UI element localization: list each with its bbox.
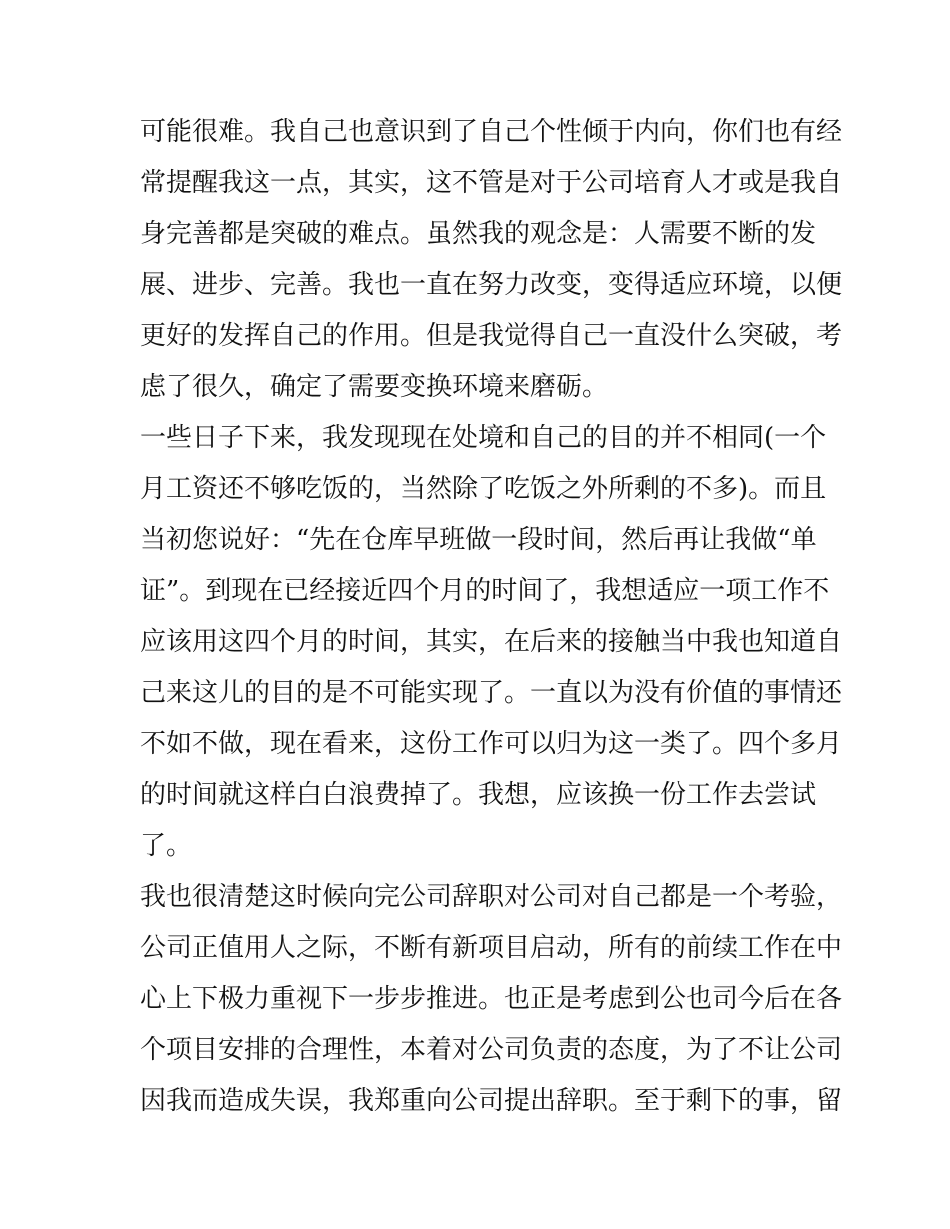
- body-text: [140, 107, 843, 1127]
- text-line: 展、进步、完善。我也一直在努力改变，变得适应环境，以便: [140, 270, 843, 300]
- text-line: 当初您说好：“先在仓库早班做一段时间，然后再让我做“单: [140, 525, 817, 555]
- text-line: 的时间就这样白白浪费掉了。我想，应该换一份工作去尝试: [140, 780, 817, 810]
- text-line: 月工资还不够吃饭的，当然除了吃饭之外所剩的不多)。而且: [140, 474, 827, 504]
- text-line: 因我而造成失误，我郑重向公司提出辞职。至于剩下的事，留: [140, 1086, 843, 1116]
- text-line: 不如不做，现在看来，这份工作可以归为这一类了。四个多月: [140, 729, 843, 759]
- text-line: 了。: [140, 831, 193, 861]
- text-line: 一些日子下来，我发现现在处境和自己的目的并不相同(一个: [140, 423, 827, 453]
- text-line: 应该用这四个月的时间，其实，在后来的接触当中我也知道自: [140, 627, 843, 657]
- text-line: 公司正值用人之际，不断有新项目启动，所有的前续工作在中: [140, 933, 843, 963]
- text-line: 身完善都是突破的难点。虽然我的观念是：人需要不断的发: [140, 219, 817, 249]
- text-line: 常提醒我这一点，其实，这不管是对于公司培育人才或是我自: [140, 168, 843, 198]
- text-line: 我也很清楚这时候向完公司辞职对公司对自己都是一个考验，: [140, 882, 843, 912]
- text-line: 己来这儿的目的是不可能实现了。一直以为没有价值的事情还: [140, 678, 843, 708]
- text-line: 更好的发挥自己的作用。但是我觉得自己一直没什么突破，考: [140, 321, 843, 351]
- text-line: 可能很难。我自己也意识到了自己个性倾于内向，你们也有经: [140, 117, 843, 147]
- text-line: 证”。到现在已经接近四个月的时间了，我想适应一项工作不: [140, 576, 830, 606]
- text-line: 虑了很久，确定了需要变换环境来磨砺。: [140, 372, 609, 402]
- text-line: 个项目安排的合理性，本着对公司负责的态度，为了不让公司: [140, 1035, 843, 1065]
- text-line: 心上下极力重视下一步步推进。也正是考虑到公也司今后在各: [140, 984, 843, 1014]
